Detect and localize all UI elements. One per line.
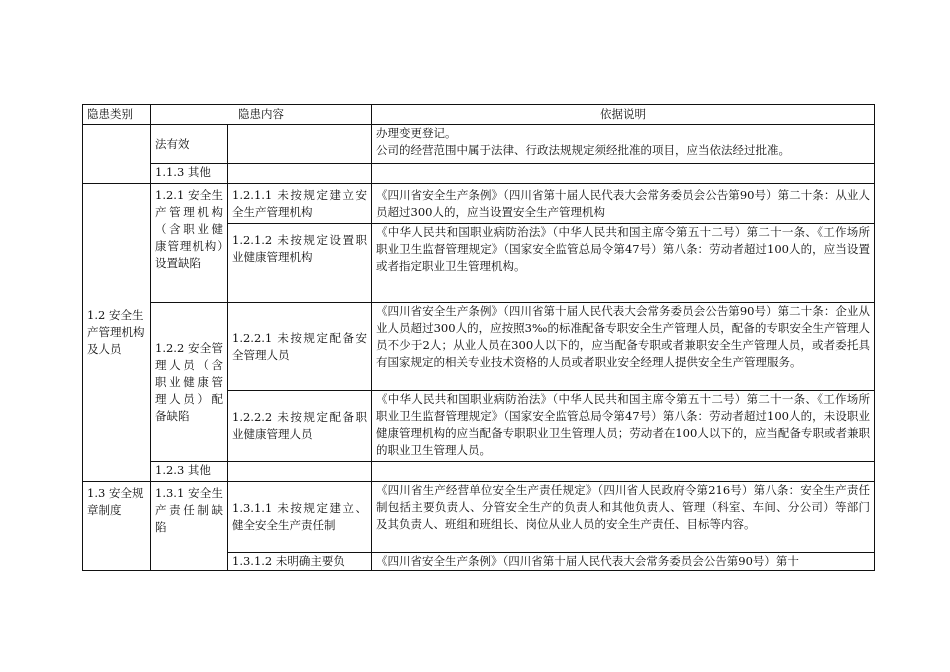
basis-cell: 《中华人民共和国职业病防治法》（中华人民共和国主席令第五十二号）第二十一条、《工作场所职业卫生监督管理规定》（国家安全监管总局令第47号）第八条：劳动者超过100人的，未设职业健康管理机构的应当配备专职职业卫生管理人员；劳动者在100人以下的，应当配备专职或者兼职的职业卫生管理人员。 [372, 391, 875, 462]
sub-category-cell: 1.2.2 安全管理人员（含职业健康管理人员）配备缺陷 [151, 303, 228, 462]
item-cell-empty [228, 125, 372, 164]
table-row [83, 303, 875, 391]
basis-cell: 《四川省安全生产条例》（四川省第十届人民代表大会常务委员会公告第90号）第二十条：企业从业人员超过300人的，应按照3‰的标准配备专职安全生产管理人员，配备的专职安全生产管理人员不少于2人；从业人员在300人以下的，应当配备专职或者兼职安全生产管理人员，或者委托具有国家规定的相关专业技术资格的人员或者职业安全经理人提供安全生产管理服务。 [372, 303, 875, 391]
item-cell: 1.3.1.1 未按规定建立、健全安全生产责任制 [228, 482, 372, 553]
basis-cell: 《四川省安全生产条例》（四川省第十届人民代表大会常务委员会公告第90号）第十 [372, 553, 875, 571]
basis-cell: 《四川省生产经营单位安全生产责任规定》（四川省人民政府令第216号）第八条：安全生产责任制包括主要负责人、分管安全生产的负责人和其他负责人、管理（科室、车间、分公司）等部门及其负责人、班组和班组长、岗位从业人员的安全生产责任、目标等内容。 [372, 482, 875, 553]
item-cell: 1.2.1.2 未按规定设置职业健康管理机构 [228, 224, 372, 303]
header-category: 隐患类别 [83, 105, 151, 125]
table-row [83, 164, 875, 184]
sub-category-cell: 1.3.1 安全生产责任制缺陷 [151, 482, 228, 571]
basis-cell: 《四川省安全生产条例》（四川省第十届人民代表大会常务委员会公告第90号）第二十条：从业人员超过300人的，应当设置安全生产管理机构 [372, 184, 875, 224]
item-cell: 1.2.2.2 未按规定配备职业健康管理人员 [228, 391, 372, 462]
sub-category-cell: 1.2.1 安全生产管理机构（含职业健康管理机构）设置缺陷 [151, 184, 228, 303]
basis-cell-empty [372, 164, 875, 184]
category-cell: 1.3 安全规章制度 [83, 482, 151, 571]
sub-category-cell: 1.1.3 其他 [151, 164, 228, 184]
sub-category-cell: 1.2.3 其他 [151, 462, 228, 482]
item-cell: 1.3.1.2 未明确主要负 [228, 553, 372, 571]
table-header-row [83, 105, 875, 125]
header-content: 隐患内容 [151, 105, 372, 125]
item-cell-empty [228, 462, 372, 482]
table-row [83, 462, 875, 482]
table-row [83, 125, 875, 164]
category-cell: 1.2 安全生产管理机构及人员 [83, 184, 151, 482]
basis-cell: 《中华人民共和国职业病防治法》（中华人民共和国主席令第五十二号）第二十一条、《工作场所职业卫生监督管理规定》（国家安全监管总局令第47号）第八条：劳动者超过100人的，应当设置或者指定职业卫生管理机构。 [372, 224, 875, 303]
header-basis: 依据说明 [372, 105, 875, 125]
table-row [83, 184, 875, 224]
category-cell-empty [83, 125, 151, 184]
item-cell: 1.2.2.1 未按规定配备安全管理人员 [228, 303, 372, 391]
item-cell: 1.2.1.1 未按规定建立安全生产管理机构 [228, 184, 372, 224]
hazard-table [82, 104, 875, 571]
sub-category-cell: 法有效 [151, 125, 228, 164]
item-cell-empty [228, 164, 372, 184]
table-row [83, 482, 875, 553]
basis-cell: 办理变更登记。 公司的经营范围中属于法律、行政法规规定须经批准的项目，应当依法经过批准。 [372, 125, 875, 164]
basis-cell-empty [372, 462, 875, 482]
